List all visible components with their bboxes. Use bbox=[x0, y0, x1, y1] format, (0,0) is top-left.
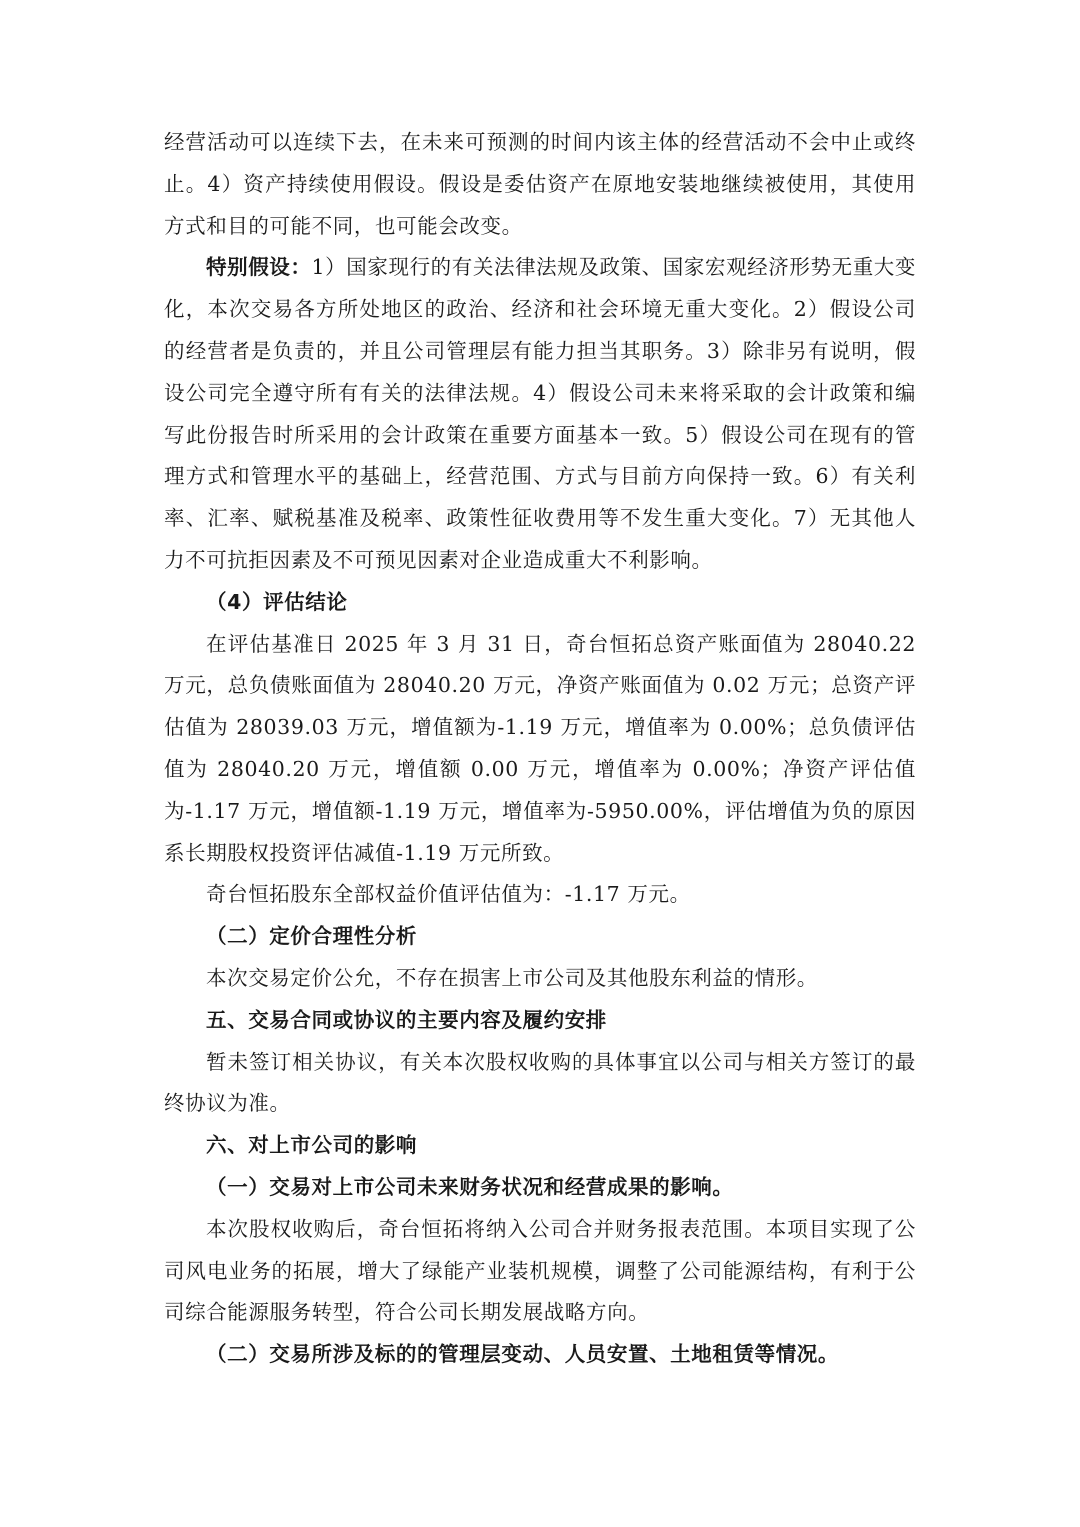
paragraph-special-assumptions bbox=[164, 247, 916, 581]
heading-section-6-1: （一）交易对上市公司未来财务状况和经营成果的影响。 bbox=[206, 1174, 734, 1199]
heading-evaluation-conclusion: （4）评估结论 bbox=[206, 589, 348, 614]
document-body bbox=[164, 122, 916, 1376]
paragraph-pricing-analysis: 本次交易定价公允，不存在损害上市公司及其他股东利益的情形。 bbox=[206, 965, 818, 990]
special-assumptions-label: 特别假设： bbox=[206, 255, 312, 280]
heading-pricing-analysis: （二）定价合理性分析 bbox=[206, 924, 417, 949]
heading-section-6: 六、对上市公司的影响 bbox=[206, 1133, 417, 1158]
heading-section-5: 五、交易合同或协议的主要内容及履约安排 bbox=[206, 1007, 607, 1032]
paragraph-section-5: 暂未签订相关协议，有关本次股权收购的具体事宜以公司与相关方签订的最终协议为准。 bbox=[164, 1049, 916, 1116]
special-assumptions-text: 1）国家现行的有关法律法规及政策、国家宏观经济形势无重大变化，本次交易各方所处地区的政治、经济和社会环境无重大变化。2）假设公司的经营者是负责的，并且公司管理层有能力担当其职务。3）除非另有说明，假设公司完全遵守所有有关的法律法规。4）假设公司未来将采取的会计政策和编写此份报告时所采用的会计政策在重要方面基本一致。5）假设公司在现有的管理方式和管理水平的基础上，经营范围、方式与目前方向保持一致。6）有关利率、汇率、赋税基准及税率、政策性征收费用等不发生重大变化。7）无其他人力不可抗拒因素及不可预见因素对企业造成重大不利影响。 bbox=[164, 255, 916, 572]
paragraph-assumptions-continued: 经营活动可以连续下去，在未来可预测的时间内该主体的经营活动不会中止或终止。4）资产持续使用假设。假设是委估资产在原地安装地继续被使用，其使用方式和目的可能不同，也可能会改变。 bbox=[164, 130, 916, 238]
heading-section-6-2: （二）交易所涉及标的的管理层变动、人员安置、土地租赁等情况。 bbox=[206, 1342, 839, 1367]
paragraph-equity-value: 奇台恒拓股东全部权益价值评估值为：-1.17 万元。 bbox=[206, 882, 691, 907]
paragraph-section-6-1: 本次股权收购后，奇台恒拓将纳入公司合并财务报表范围。本项目实现了公司风电业务的拓展，增大了绿能产业装机规模，调整了公司能源结构，有利于公司综合能源服务转型，符合公司长期发展战略方向。 bbox=[164, 1216, 916, 1325]
paragraph-evaluation-conclusion: 在评估基准日 2025 年 3 月 31 日，奇台恒拓总资产账面值为 28040.22 万元，总负债账面值为 28040.20 万元，净资产账面值为 0.02 万元；总资产评估值为 28039.03 万元，增值额为-1.19 万元，增值率为 0.00%；总负债评估值为 28040.20 万元，增值额 0.00 万元，增值率为 0.00%；净资产评估值为-1.17 万元，增值额-1.19 万元，增值率为-5950.00%，评估增值为负的原因系长期股权投资评估减值-1.19 万元所致。 bbox=[164, 631, 916, 865]
